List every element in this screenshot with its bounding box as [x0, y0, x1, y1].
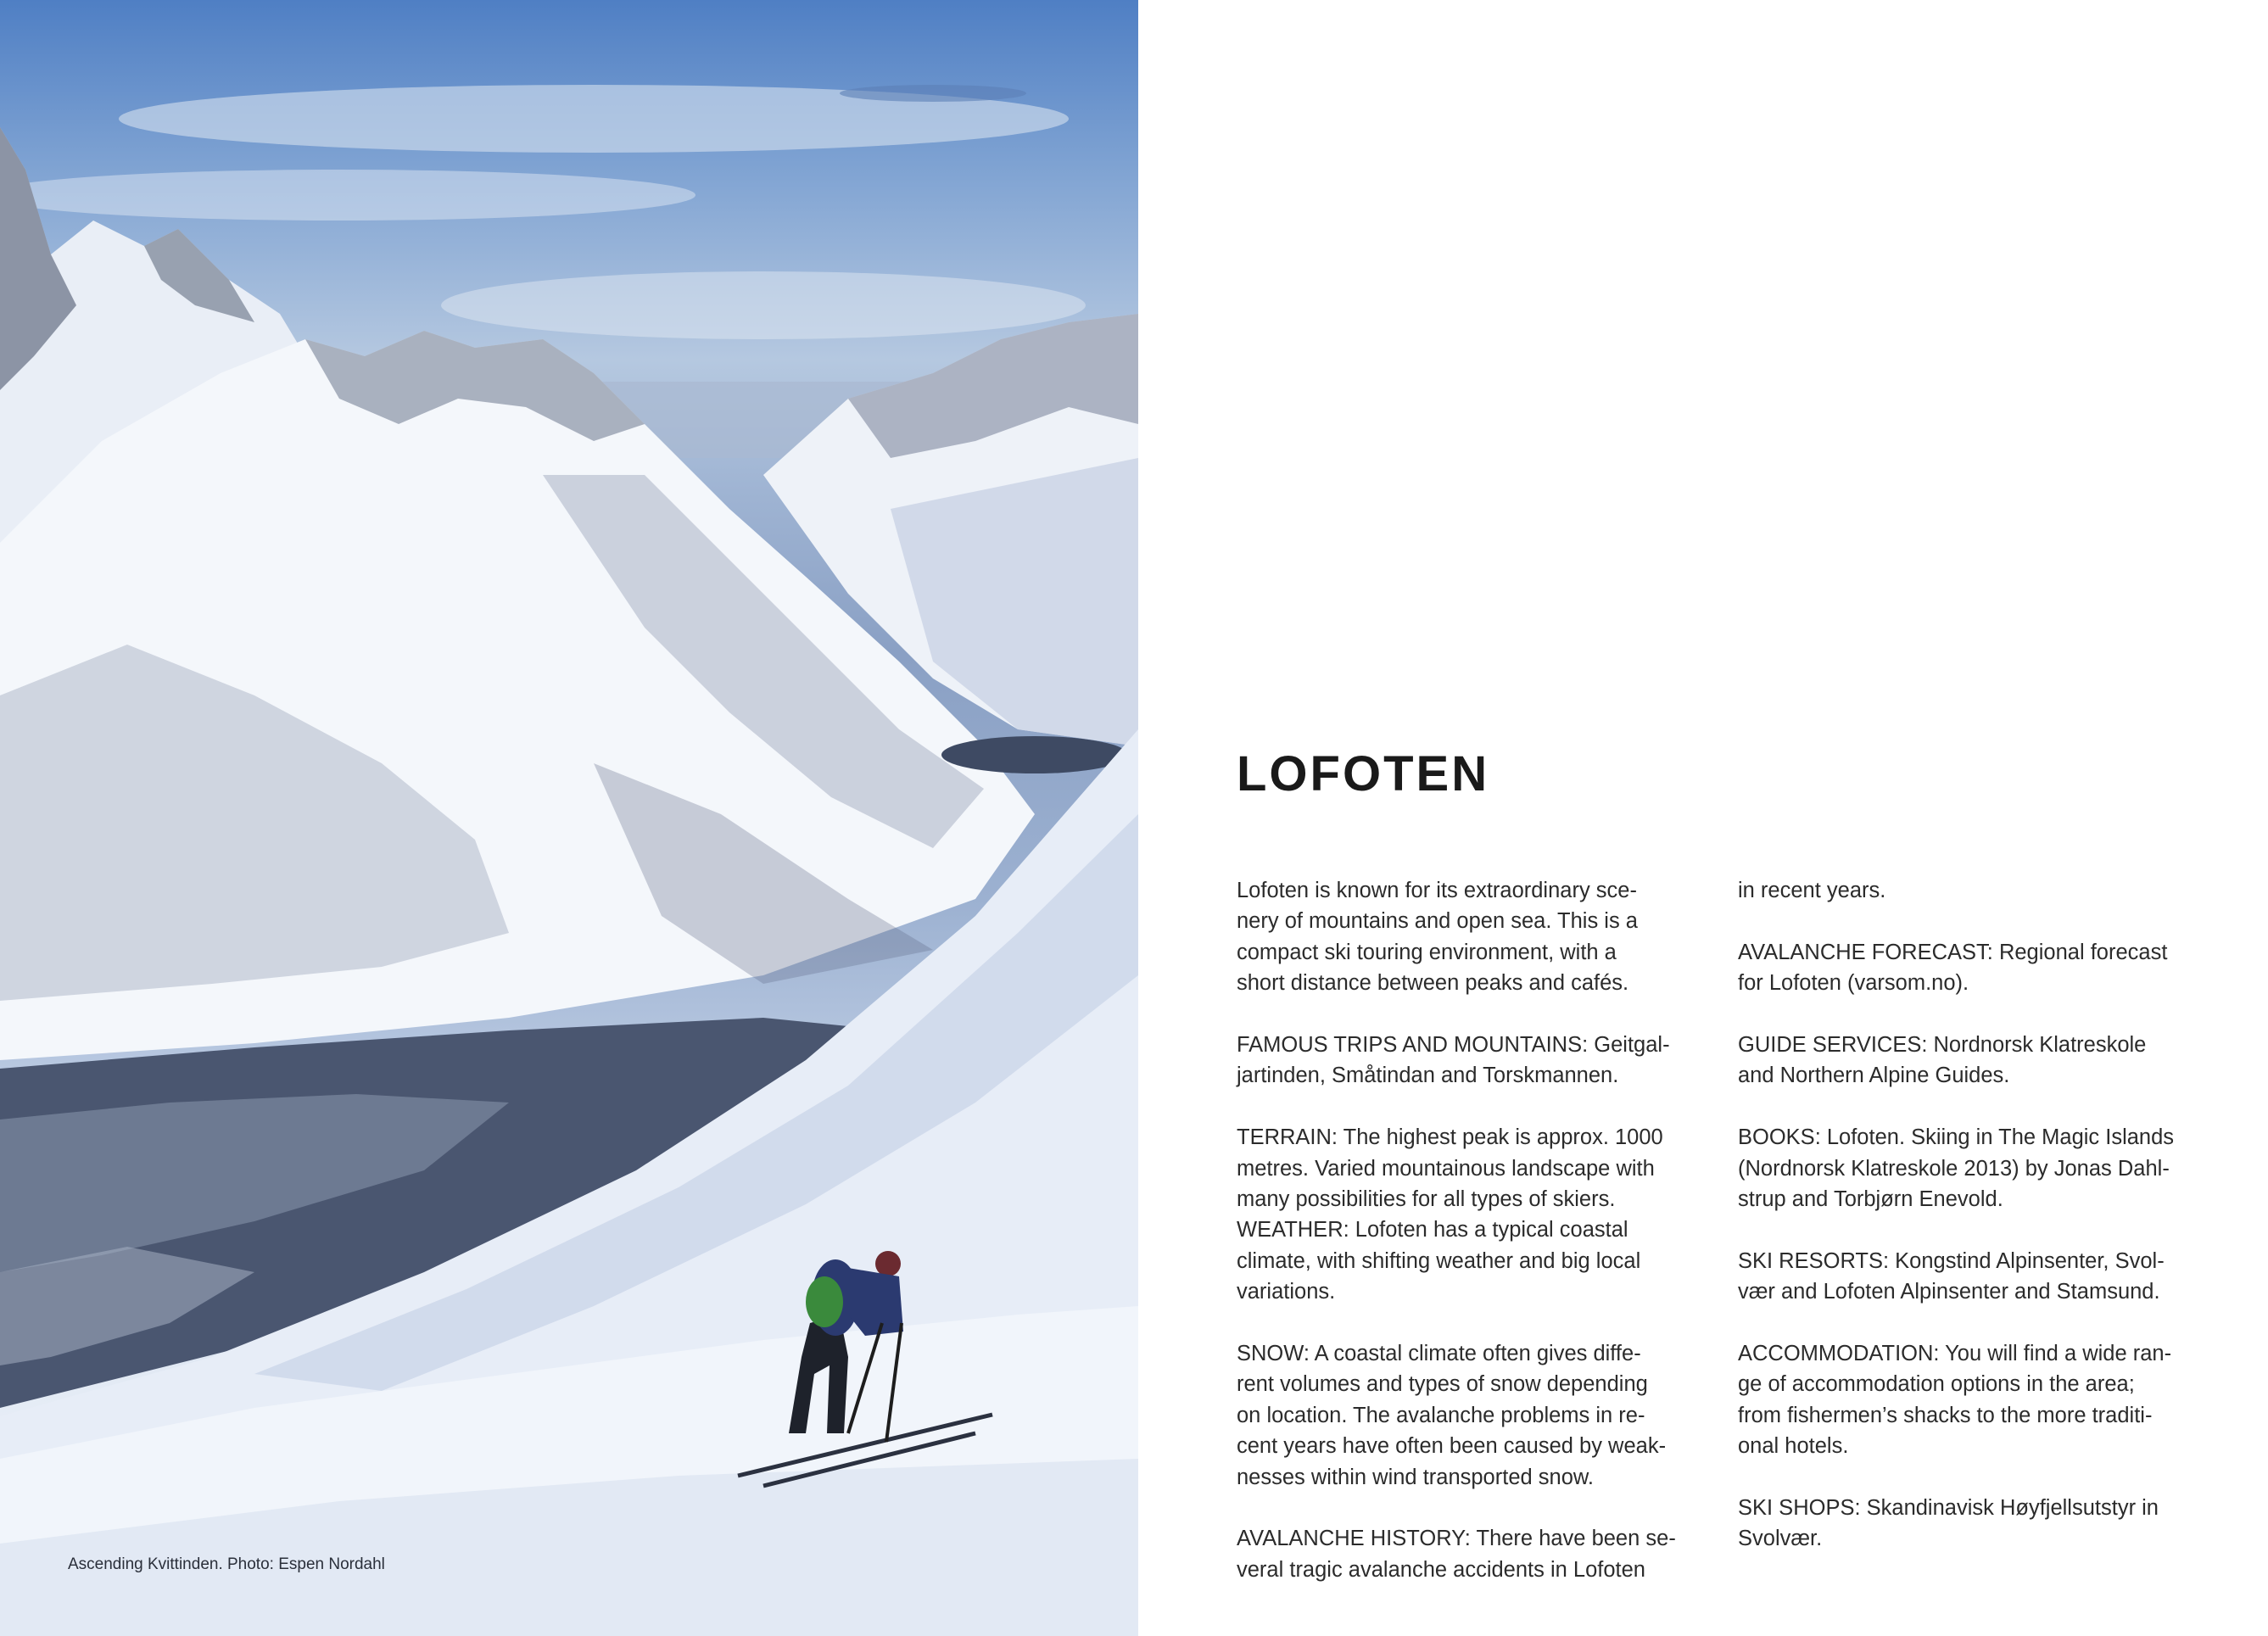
text-column-right [1738, 875, 2209, 1555]
page-title: LOFOTEN [1237, 746, 1490, 801]
guide-services-paragraph: GUIDE SERVICES: Nordnorsk Klatreskole and Northern Alpine Guides. [1738, 1033, 2147, 1088]
intro-paragraph: Lofoten is known for its extraordinary sce- nery of mountains and open sea. This is a compact ski touring environment, with a short distance between peaks and cafés. [1237, 879, 1638, 996]
avalanche-history-continued: in recent years. [1738, 879, 1886, 902]
books-paragraph: BOOKS: Lofoten. Skiing in The Magic Islands (Nordnorsk Klatreskole 2013) by Jonas Dahl- strup and Torbjørn Enevold. [1738, 1125, 2175, 1212]
snow-paragraph: SNOW: A coastal climate often gives diffe- rent volumes and types of snow depending on location. The avalanche problems in re- cent years have often been caused by weak- nesses within wind transported snow. [1237, 1342, 1667, 1489]
avalanche-forecast-paragraph: AVALANCHE FORECAST: Regional forecast for Lofoten (varsom.no). [1738, 940, 2168, 996]
terrain-paragraph: TERRAIN: The highest peak is approx. 1000 metres. Varied mountainous landscape with many possibilities for all types of skiers. [1237, 1125, 1663, 1212]
famous-trips-paragraph: FAMOUS TRIPS AND MOUNTAINS: Geitgal- jartinden, Småtindan and Torskmannen. [1237, 1033, 1670, 1088]
weather-paragraph: WEATHER: Lofoten has a typical coastal climate, with shifting weather and big local variations. [1237, 1218, 1641, 1304]
ski-shops-paragraph: SKI SHOPS: Skandinavisk Høyfjellsutstyr in Svolvær. [1738, 1496, 2159, 1551]
accommodation-paragraph: ACCOMMODATION: You will find a wide ran- ge of accommodation options in the area; from fishermen’s shacks to the more traditi- onal hotels. [1738, 1342, 2172, 1459]
ski-resorts-paragraph: SKI RESORTS: Kongstind Alpinsenter, Svol- vær and Lofoten Alpinsenter and Stamsund. [1738, 1248, 2165, 1304]
photo-caption: Ascending Kvittinden. Photo: Espen Nordahl [68, 1555, 385, 1573]
text-column-left [1237, 875, 1707, 1585]
avalanche-history-paragraph: AVALANCHE HISTORY: There have been se- veral tragic avalanche accidents in Lofoten [1237, 1527, 1676, 1582]
